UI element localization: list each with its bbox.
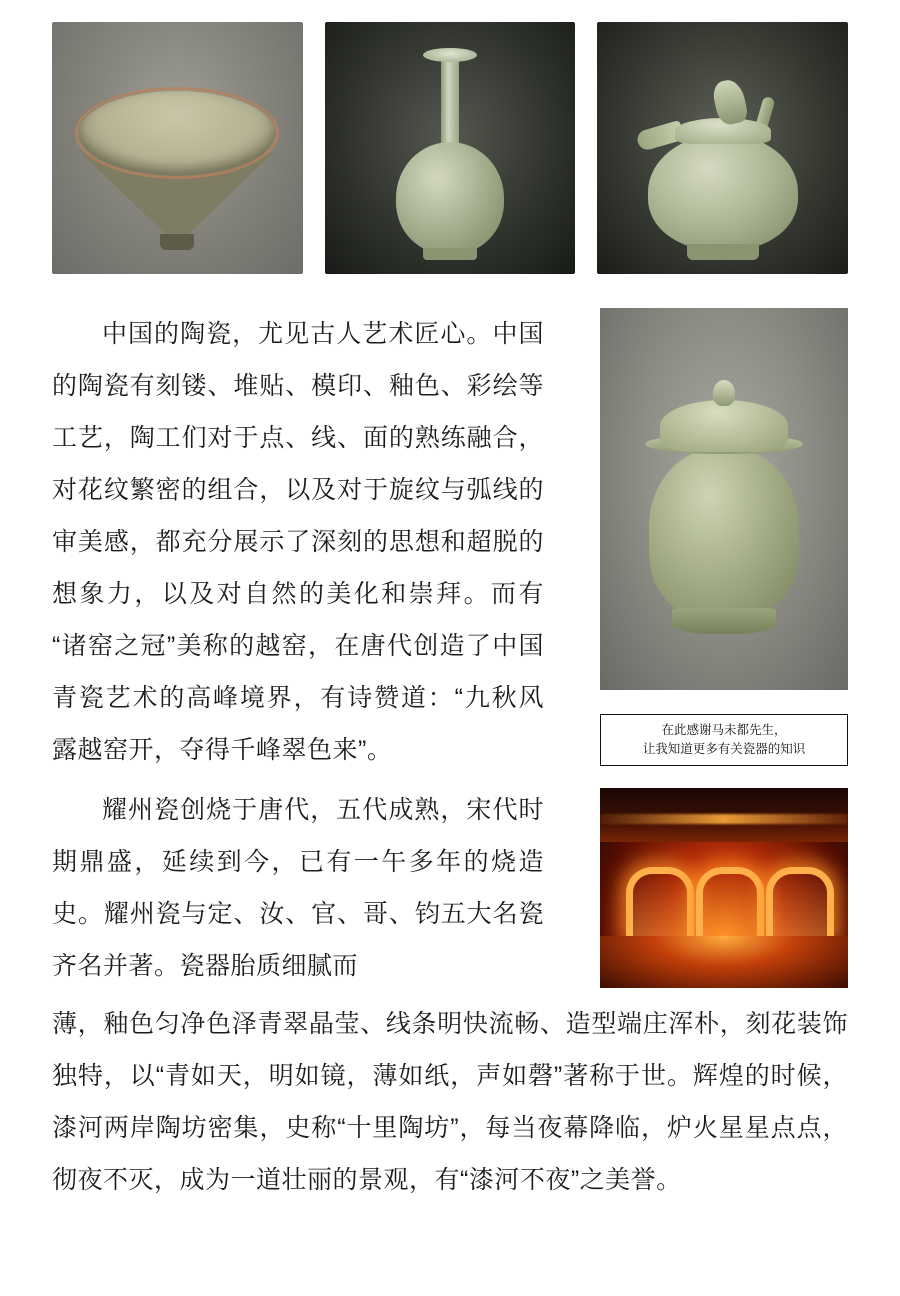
paragraph-one: 中国的陶瓷，尤见古人艺术匠心。中国的陶瓷有刻镂、堆贴、模印、釉色、彩绘等工艺，陶工们对于点、线、面的熟练融合，对花纹繁密的组合，以及对于旋纹与弧线的审美感，都充分展示了深刻的思想和超脱的想象力，以及对自然的美化和崇拜。而有“诸窑之冠”美称的越窑，在唐代创造了中国青瓷艺术的高峰境界，有诗赞道：“九秋风露越窑开，夺得千峰翠色来”。	[52, 320, 544, 764]
image-kiln-fire	[600, 788, 848, 988]
acknowledgement-line-2: 让我知道更多有关瓷器的知识	[642, 742, 806, 756]
kiln-sagger-arch-2	[696, 867, 764, 936]
image-celadon-vase	[325, 22, 576, 274]
jar-knob-shape	[713, 380, 735, 406]
kiln-light-beam	[600, 814, 848, 824]
image-celadon-ewer	[597, 22, 848, 274]
acknowledgement-line-1: 在此感谢马未都先生，	[661, 723, 787, 737]
acknowledgement-box	[600, 714, 848, 766]
ewer-body-shape	[648, 134, 798, 250]
jar-lid-shape	[660, 400, 788, 452]
main-text-column	[52, 308, 544, 992]
vase-foot-shape	[423, 248, 477, 260]
jar-body-shape	[649, 448, 799, 618]
image-celadon-lidded-jar	[600, 308, 848, 690]
kiln-ember-floor	[600, 936, 848, 988]
top-image-gallery	[52, 22, 848, 274]
vase-neck-shape	[441, 52, 459, 152]
ewer-foot-shape	[687, 244, 759, 260]
jar-foot-shape	[672, 608, 776, 634]
kiln-sagger-arch-3	[766, 867, 834, 936]
vase-mouth-shape	[423, 48, 477, 62]
bowl-foot-shape	[160, 234, 194, 250]
bowl-rim-shape	[75, 87, 279, 179]
kiln-sagger-arch-1	[626, 867, 694, 936]
vase-body-shape	[396, 142, 504, 254]
image-celadon-bowl	[52, 22, 303, 274]
article-content	[52, 308, 848, 1206]
paragraph-two-tail: 薄，釉色匀净色泽青翠晶莹、线条明快流畅、造型端庄浑朴，刻花装饰独特，以“青如天，明如镜，薄如纸，声如磬”著称于世。辉煌的时候，漆河两岸陶坊密集，史称“十里陶坊”，每当夜幕降临，炉火星星点点，彻夜不灭，成为一道壮丽的景观，有“漆河不夜”之美誉。	[52, 1010, 848, 1194]
side-column	[600, 308, 848, 988]
paragraph-two-lead: 耀州瓷创烧于唐代，五代成熟，宋代时期鼎盛，延续到今，已有一午多年的烧造史。耀州瓷与定、汝、官、哥、钧五大名瓷齐名并著。瓷器胎质细腻而	[52, 796, 544, 980]
